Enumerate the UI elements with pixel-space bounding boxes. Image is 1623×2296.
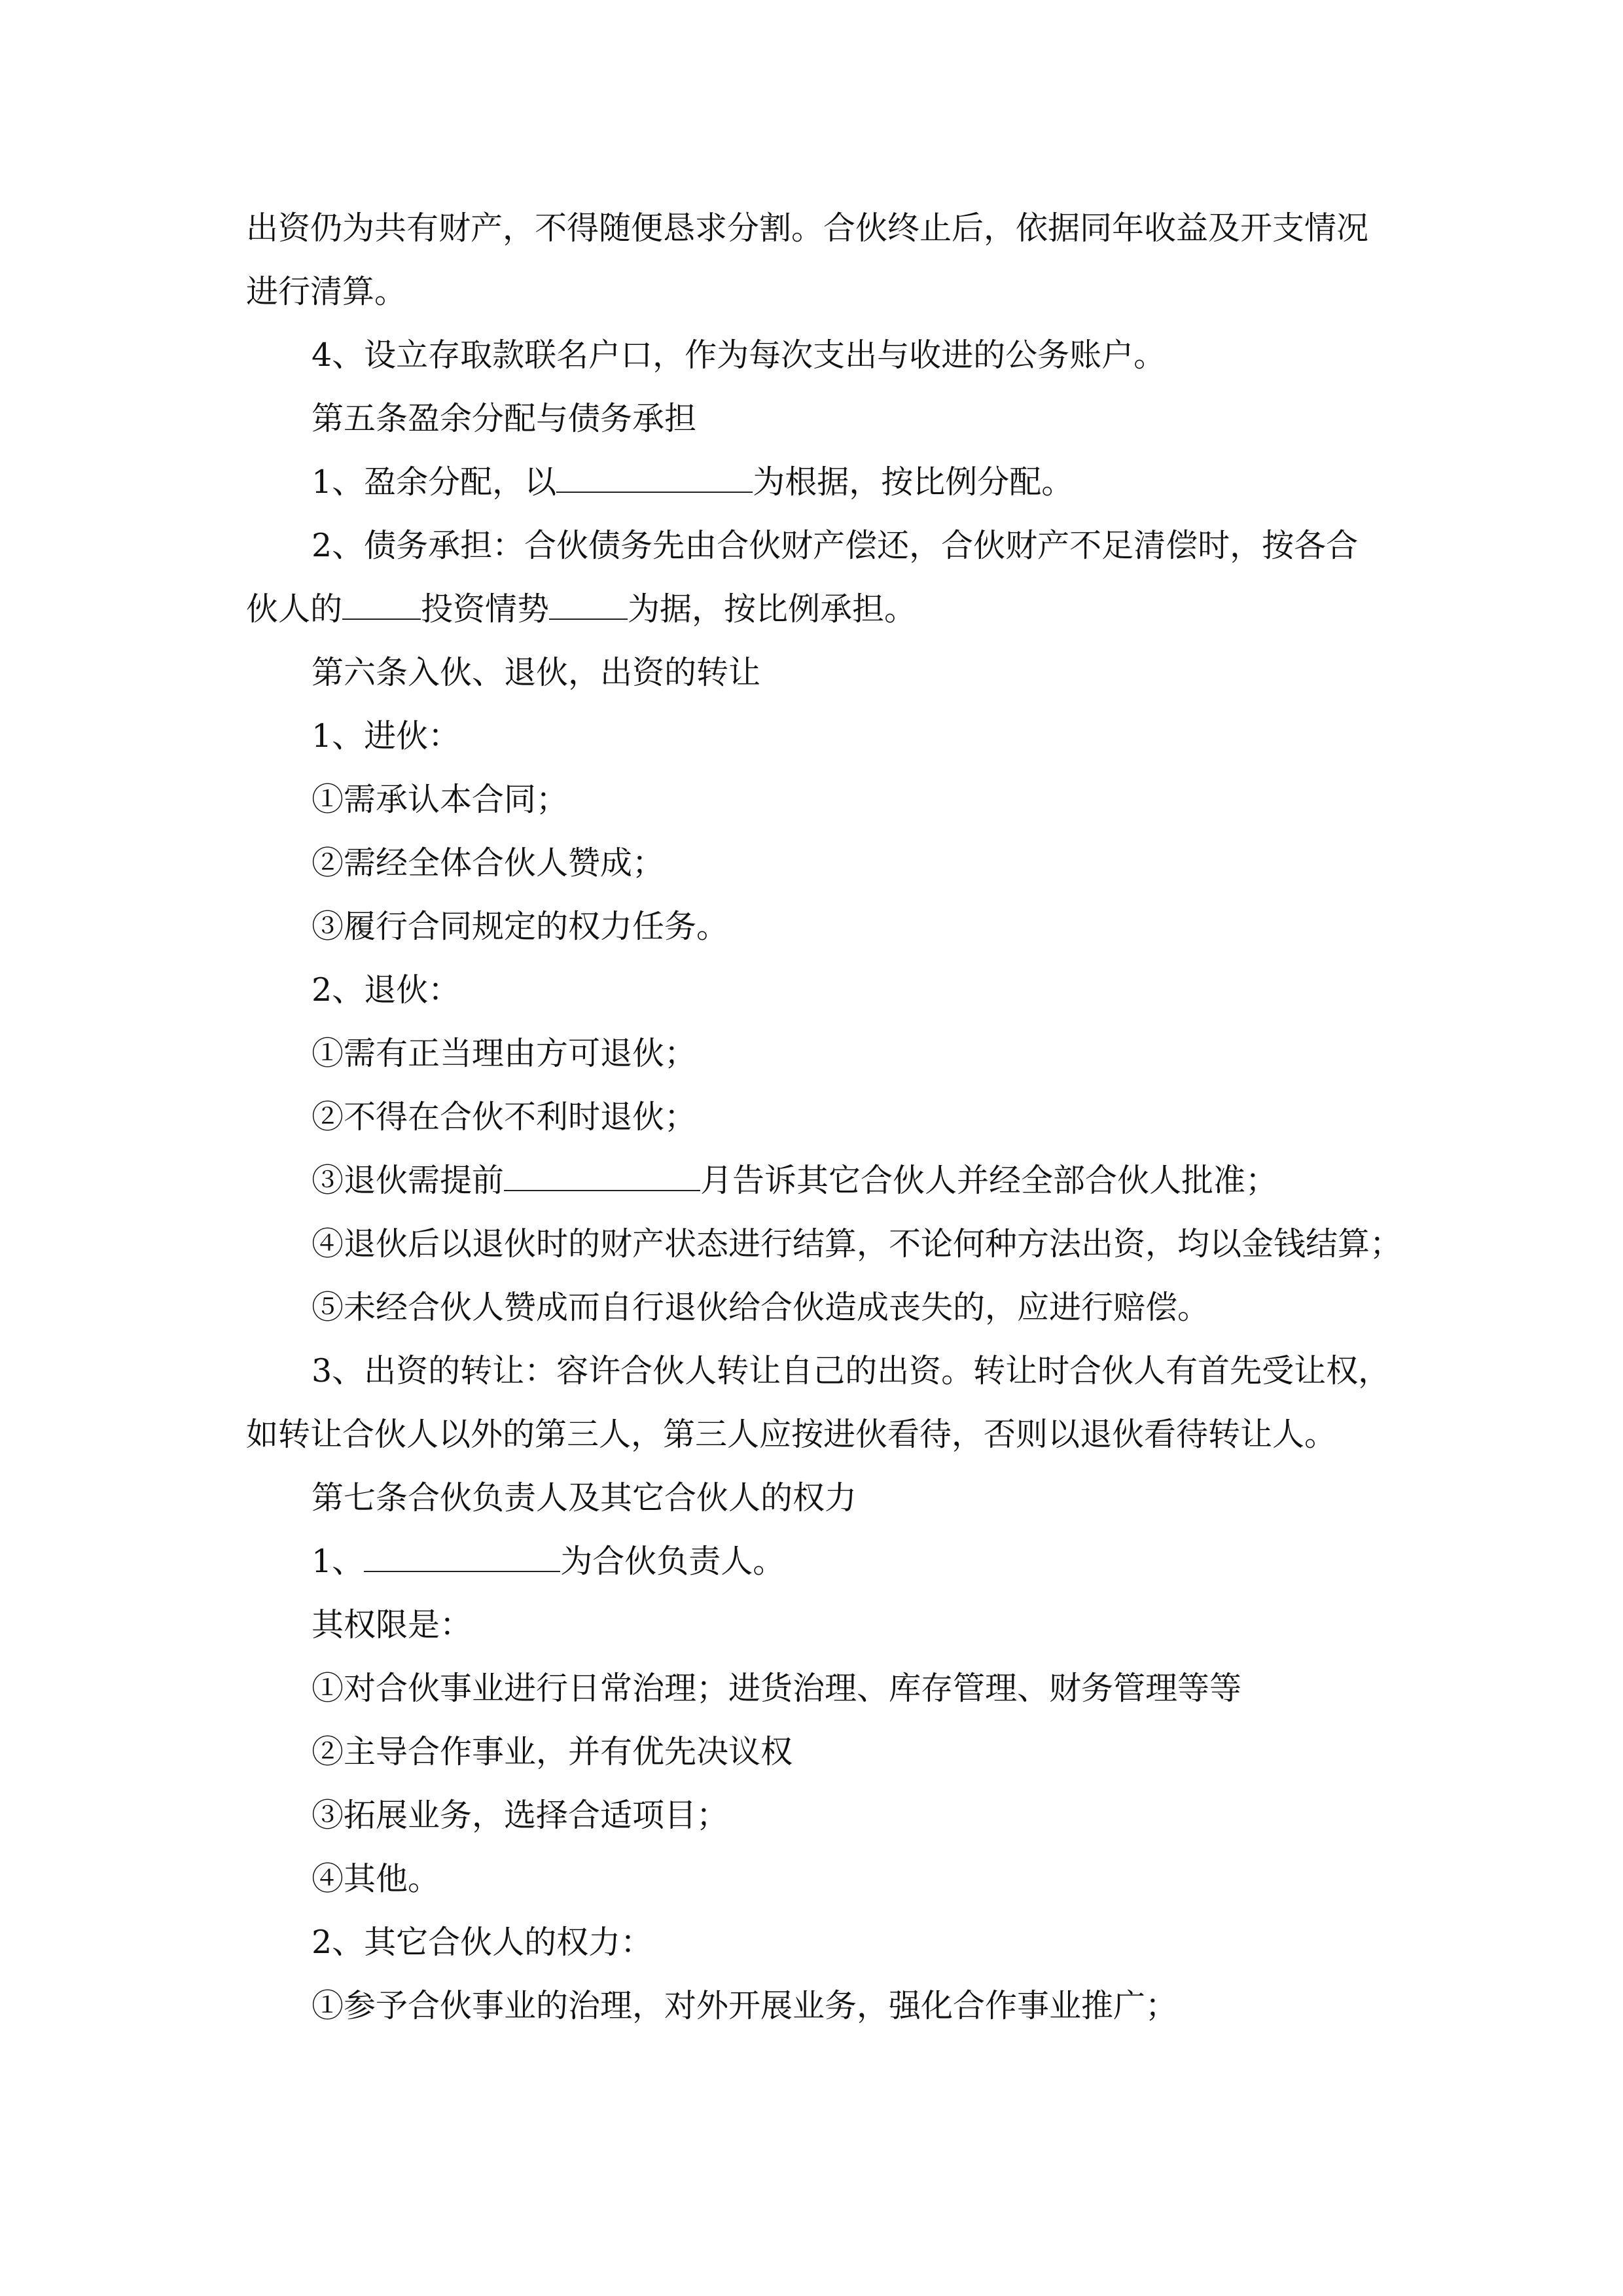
- text-line: 进行清算。: [246, 273, 407, 310]
- blank-filled-text: 投资情势: [421, 590, 550, 628]
- text-line: ②主导合作事业，并有优先决议权: [312, 1733, 793, 1770]
- line-text-before-blank: 1、: [312, 1543, 365, 1580]
- text-line: [246, 1157, 1398, 1220]
- text-line: ②不得在合伙不利时退伙；: [312, 1098, 697, 1136]
- text-line: 2、其它合伙人的权力：: [312, 1924, 653, 1961]
- text-line: ①参予合伙事业的治理，对外开展业务，强化合作事业推广；: [312, 1987, 1178, 2024]
- text-line: [246, 585, 1398, 649]
- text-line: [246, 458, 1398, 522]
- fill-in-blank: [556, 472, 753, 493]
- text-line: 其权限是：: [312, 1606, 473, 1643]
- text-line: 4、设立存取款联名户口，作为每次支出与收进的公务账户。: [312, 336, 1166, 374]
- line-text-before-blank: ③退伙需提前: [312, 1162, 505, 1199]
- text-line: 3、出资的转让：容许合伙人转让自己的出资。转让时合伙人有首先受让权，: [312, 1352, 1391, 1390]
- text-line: 1、进伙：: [312, 717, 461, 755]
- line-text-after-blank: 为据，按比例承担。: [628, 590, 917, 628]
- text-line: 第七条合伙负责人及其它合伙人的权力: [312, 1479, 857, 1516]
- fill-in-blank: [364, 1551, 560, 1572]
- text-line: 第六条入伙、退伙，出资的转让: [312, 654, 761, 691]
- text-line: 2、退伙：: [312, 971, 461, 1009]
- fill-in-blank: [504, 1170, 700, 1191]
- line-text-before-blank: 1、盈余分配，以: [312, 463, 557, 501]
- text-line: ④其他。: [312, 1860, 440, 1897]
- text-line: ①对合伙事业进行日常治理；进货治理、库存管理、财务管理等等: [312, 1670, 1242, 1707]
- text-line: [246, 1537, 1398, 1601]
- text-line: ③履行合同规定的权力任务。: [312, 908, 729, 945]
- text-line: 2、债务承担：合伙债务先由合伙财产偿还，合伙财产不足清偿时，按各合: [312, 527, 1359, 564]
- document-body: [246, 204, 1402, 2045]
- text-line: ①需承认本合同；: [312, 781, 569, 818]
- fill-in-blank: [342, 599, 421, 620]
- text-line: 第五条盈余分配与债务承担: [312, 400, 697, 437]
- line-text-after-blank: 为根据，按比例分配。: [753, 463, 1074, 501]
- line-text-before-blank: 伙人的: [246, 590, 343, 628]
- text-line: ⑤未经合伙人赞成而自行退伙给合伙造成丧失的，应进行赔偿。: [312, 1289, 1210, 1326]
- text-line: ③拓展业务，选择合适项目；: [312, 1797, 729, 1834]
- text-line: ④退伙后以退伙时的财产状态进行结算，不论何种方法出资，均以金钱结算；: [312, 1225, 1402, 1263]
- text-line: ②需经全体合伙人赞成；: [312, 844, 665, 882]
- text-line: ①需有正当理由方可退伙；: [312, 1035, 697, 1072]
- line-text-after-blank: 为合伙负责人。: [560, 1543, 785, 1580]
- fill-in-blank: [549, 599, 628, 620]
- text-line: 出资仍为共有财产，不得随便恳求分割。合伙终止后，依据同年收益及开支情况: [246, 209, 1369, 247]
- line-text-after-blank: 月告诉其它合伙人并经全部合伙人批准；: [700, 1162, 1278, 1199]
- text-line: 如转让合伙人以外的第三人，第三人应按进伙看待，否则以退伙看待转让人。: [246, 1416, 1337, 1453]
